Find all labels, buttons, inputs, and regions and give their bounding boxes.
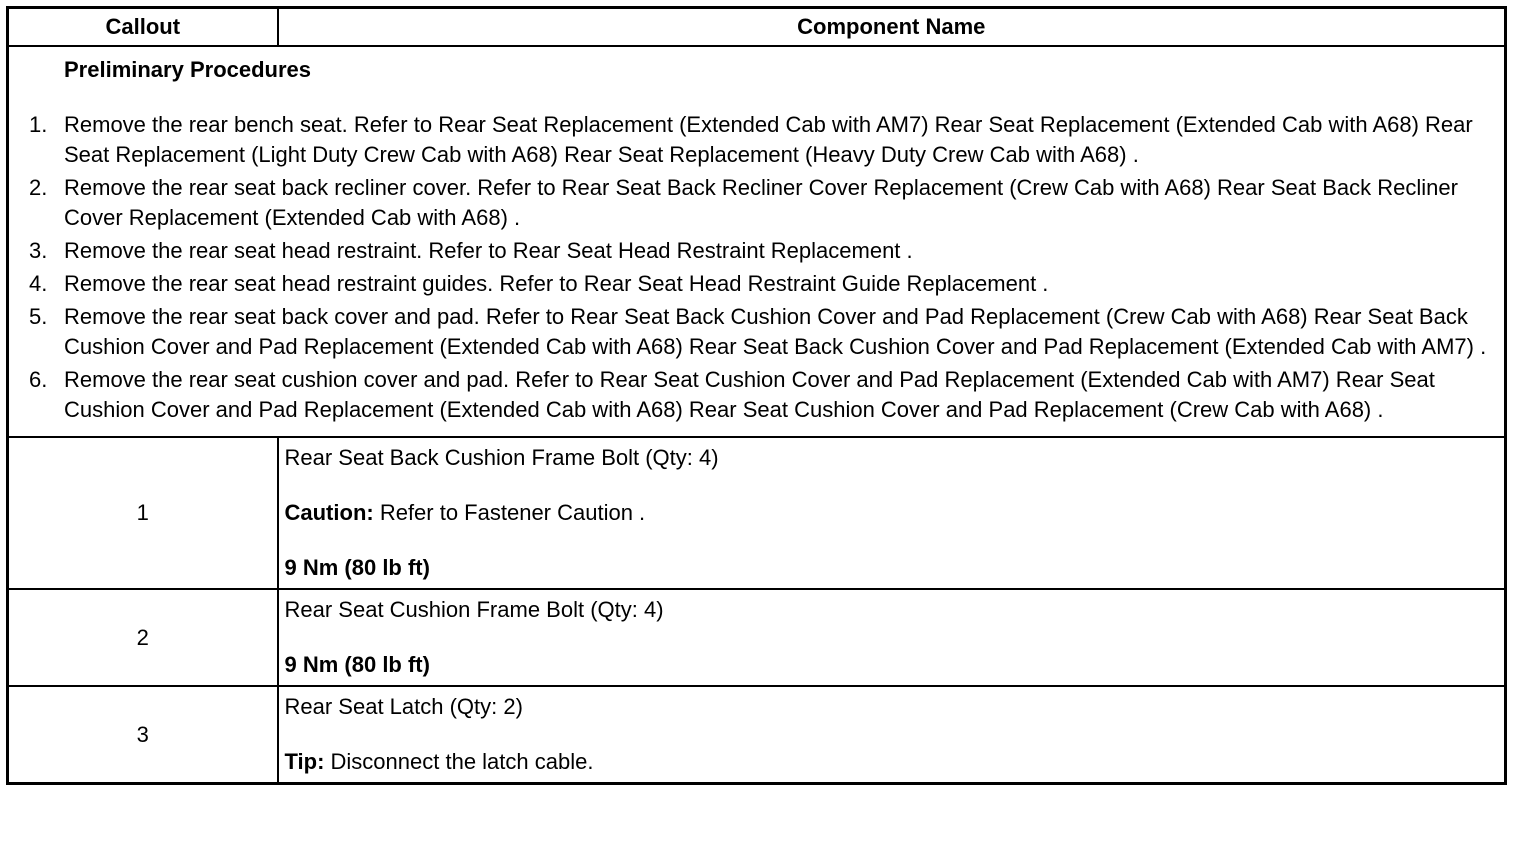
step-text: Remove the rear bench seat. Refer to Rear Seat Replacement (Extended Cab with AM7) Rear Seat Replacement (Extended Cab with A68) Rear Seat Replacement (Light Duty Crew Cab with A68) Rear Seat Replacement (Heavy Duty Crew Cab with A68) . [64, 112, 1473, 167]
step-number: 4. [29, 271, 48, 296]
step-number: 6. [29, 367, 48, 392]
procedure-step [9, 110, 1498, 170]
step-number: 5. [29, 304, 48, 329]
preliminary-row [8, 46, 1506, 437]
step-number: 2. [29, 175, 48, 200]
preliminary-procedures-title: Preliminary Procedures [64, 57, 312, 82]
component-name: Rear Seat Cushion Frame Bolt (Qty: 4) [284, 597, 664, 622]
torque-spec: 9 Nm (80 lb ft) [284, 555, 430, 580]
procedure-step [9, 269, 1498, 299]
caution-text: Refer to Fastener Caution . [373, 500, 646, 525]
preliminary-cell [8, 46, 1506, 437]
table-row [8, 686, 1506, 784]
header-row [8, 8, 1506, 47]
procedure-step [9, 365, 1498, 425]
component-cell [278, 686, 1506, 784]
step-text: Remove the rear seat head restraint guides. Refer to Rear Seat Head Restraint Guide Replacement . [64, 271, 1049, 296]
component-name: Rear Seat Latch (Qty: 2) [284, 694, 523, 719]
callout-cell: 1 [8, 437, 278, 589]
step-text: Remove the rear seat cushion cover and pad. Refer to Rear Seat Cushion Cover and Pad Replacement (Extended Cab with AM7) Rear Seat Cushion Cover and Pad Replacement (Extended Cab with A68) Rear Seat Cushion Cover and Pad Replacement (Crew Cab with A68) . [64, 367, 1435, 422]
table-row [8, 437, 1506, 589]
step-text: Remove the rear seat head restraint. Refer to Rear Seat Head Restraint Replacement . [64, 238, 913, 263]
component-table [6, 6, 1507, 785]
callout-column-header: Callout [8, 8, 278, 47]
procedure-step [9, 236, 1498, 266]
step-text: Remove the rear seat back cover and pad. Refer to Rear Seat Back Cushion Cover and Pad Replacement (Crew Cab with A68) Rear Seat Back Cushion Cover and Pad Replacement (Extended Cab with A68) Rear Seat Back Cushion Cover and Pad Replacement (Extended Cab with AM7) . [64, 304, 1487, 359]
callout-cell: 2 [8, 589, 278, 686]
step-number: 3. [29, 238, 48, 263]
procedure-step [9, 302, 1498, 362]
component-cell [278, 589, 1506, 686]
caution-note [285, 498, 1499, 528]
component-cell [278, 437, 1506, 589]
tip-note [285, 747, 1499, 777]
tip-label: Tip: [284, 749, 325, 774]
component-name-column-header: Component Name [278, 8, 1506, 47]
torque-spec: 9 Nm (80 lb ft) [284, 652, 430, 677]
component-name: Rear Seat Back Cushion Frame Bolt (Qty: 4) [284, 445, 719, 470]
table-row [8, 589, 1506, 686]
preliminary-steps-list [9, 110, 1498, 425]
procedure-step [9, 173, 1498, 233]
caution-label: Caution: [284, 500, 374, 525]
tip-text: Disconnect the latch cable. [324, 749, 594, 774]
step-number: 1. [29, 112, 48, 137]
callout-cell: 3 [8, 686, 278, 784]
step-text: Remove the rear seat back recliner cover. Refer to Rear Seat Back Recliner Cover Replacement (Crew Cab with A68) Rear Seat Back Recliner Cover Replacement (Extended Cab with A68) . [64, 175, 1458, 230]
